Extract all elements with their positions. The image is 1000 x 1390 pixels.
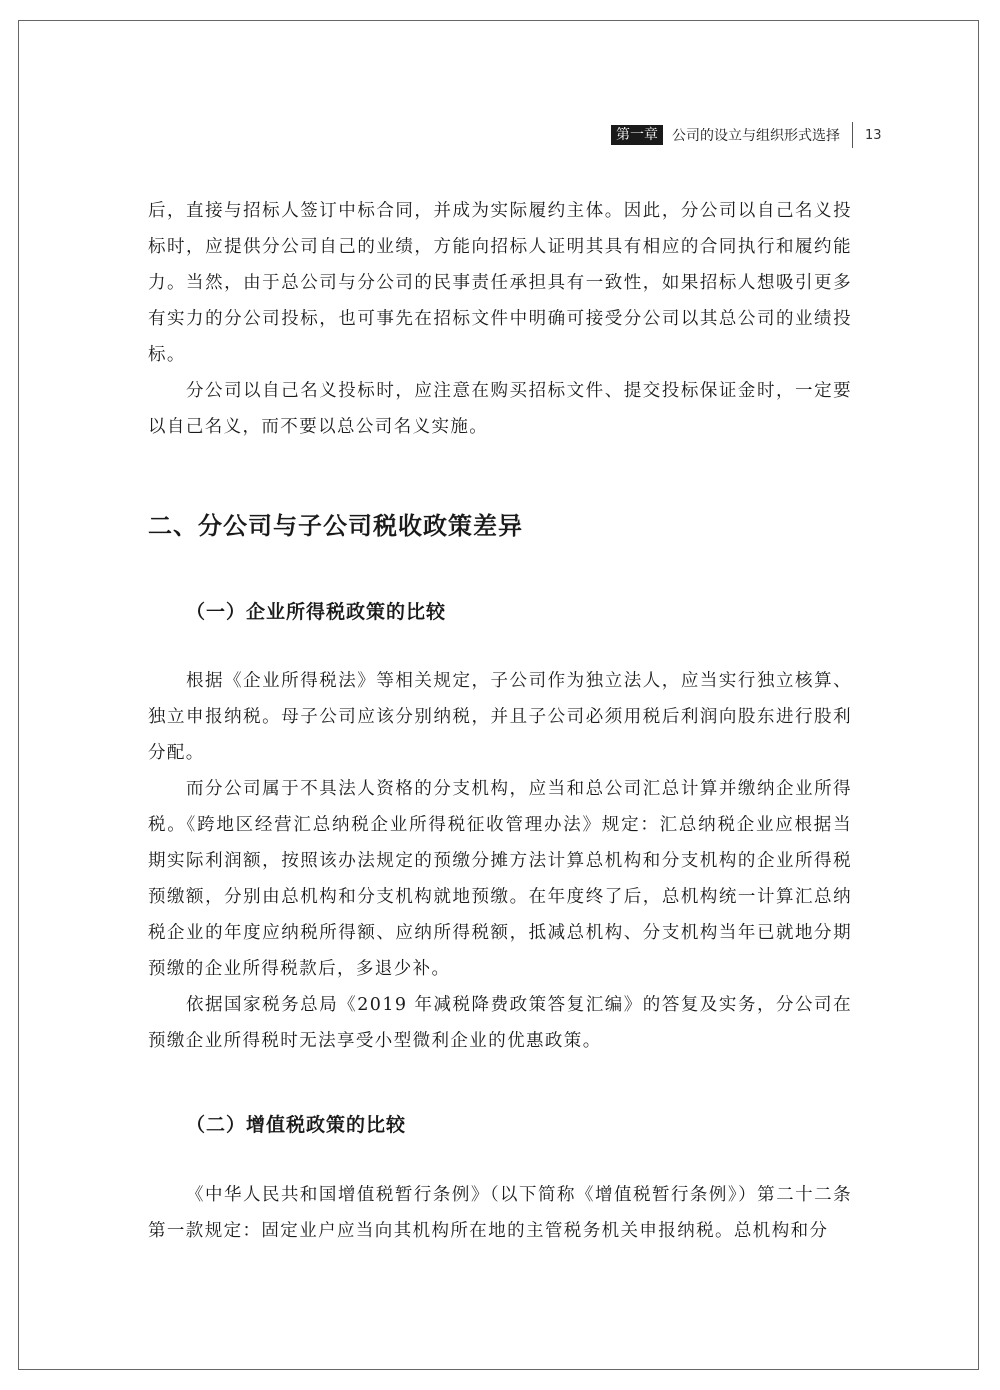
paragraph: 依据国家税务总局《2019 年减税降费政策答复汇编》的答复及实务，分公司在预缴企业所得税时无法享受小型微利企业的优惠政策。 [148, 995, 852, 1051]
running-header [611, 123, 882, 147]
chapter-title: 公司的设立与组织形式选择 [672, 128, 840, 144]
continued-text-block [148, 193, 852, 445]
paragraph: 后，直接与招标人签订中标合同，并成为实际履约主体。因此，分公司以自己名义投标时，应提供分公司自己的业绩，方能向招标人证明其具有相应的合同执行和履约能力。当然，由于总公司与分公司的民事责任承担具有一致性，如果招标人想吸引更多有实力的分公司投标，也可事先在招标文件中明确可接受分公司以其总公司的业绩投标。 [148, 201, 852, 365]
subsection-2-text [148, 1177, 852, 1249]
paragraph: 《中华人民共和国增值税暂行条例》（以下简称《增值税暂行条例》）第二十二条第一款规定：固定业户应当向其机构所在地的主管税务机关申报纳税。总机构和分 [148, 1185, 852, 1241]
section-heading: 二、分公司与子公司税收政策差异 [148, 512, 523, 540]
paragraph: 根据《企业所得税法》等相关规定，子公司作为独立法人，应当实行独立核算、独立申报纳税。母子公司应该分别纳税，并且子公司必须用税后利润向股东进行股利分配。 [148, 671, 852, 763]
subsection-heading: （一）企业所得税政策的比较 [186, 601, 447, 623]
chapter-label: 第一章 [611, 125, 663, 145]
header-divider [852, 122, 853, 148]
page-number: 13 [865, 127, 882, 143]
paragraph: 分公司以自己名义投标时，应注意在购买招标文件、提交投标保证金时，一定要以自己名义，而不要以总公司名义实施。 [148, 381, 852, 437]
paragraph: 而分公司属于不具法人资格的分支机构，应当和总公司汇总计算并缴纳企业所得税。《跨地区经营汇总纳税企业所得税征收管理办法》规定：汇总纳税企业应根据当期实际利润额，按照该办法规定的预缴分摊方法计算总机构和分支机构的企业所得税预缴额，分别由总机构和分支机构就地预缴。在年度终了后，总机构统一计算汇总纳税企业的年度应纳税所得额、应纳所得税额，抵减总机构、分支机构当年已就地分期预缴的企业所得税款后，多退少补。 [148, 779, 852, 979]
subsection-heading: （二）增值税政策的比较 [186, 1114, 407, 1136]
subsection-1-text [148, 663, 852, 1059]
